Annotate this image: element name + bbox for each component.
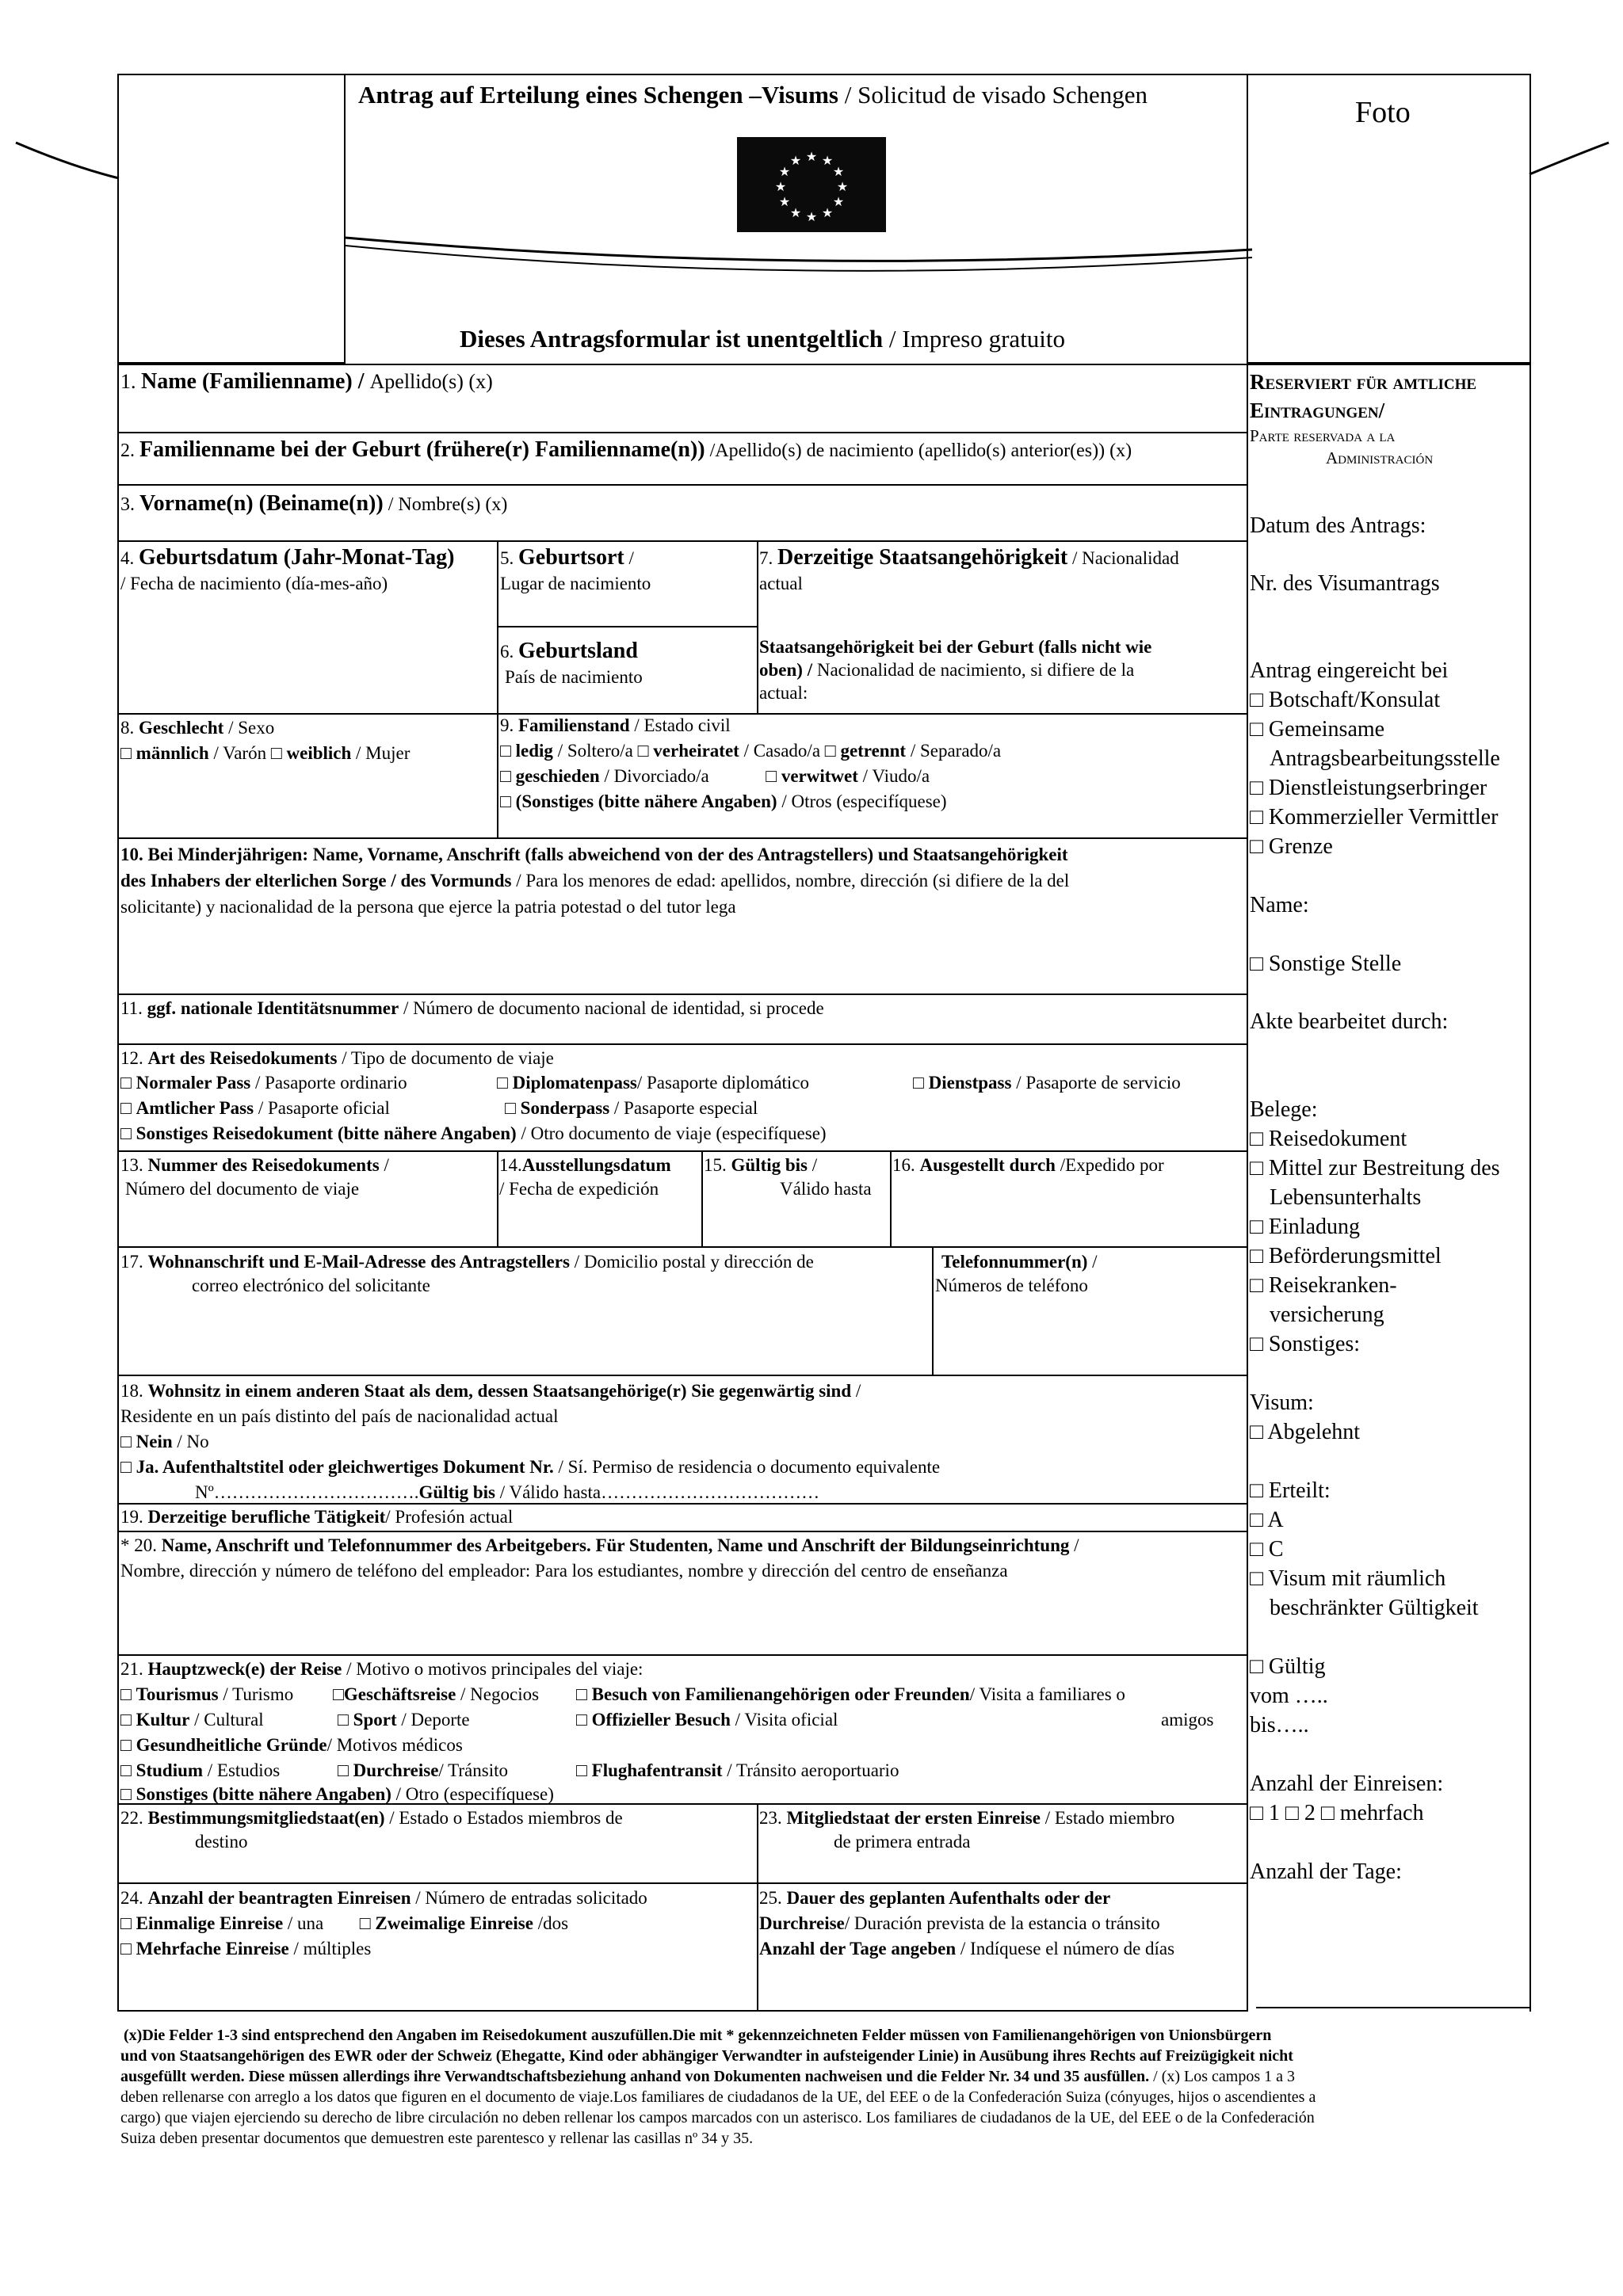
- photo-label: Foto: [1355, 96, 1411, 129]
- svg-text:★: ★: [821, 153, 834, 168]
- single-entry-checkbox[interactable]: □: [120, 1913, 132, 1933]
- male-checkbox[interactable]: □: [120, 743, 132, 763]
- official-passport-option[interactable]: □ Amtlicher Pass / Pasaporte oficial: [120, 1098, 390, 1118]
- study-option[interactable]: □ Studium / Estudios: [120, 1760, 281, 1780]
- field-7-label: 7. Derzeitige Staatsangehörigkeit / Nacionalidad actual: [759, 545, 1179, 594]
- rule: [117, 1882, 1248, 1884]
- field-9-label: 9. Familienstand / Estado civil □ ledig / Soltero/a □ verheiratet / Casado/a □ getrennt / Separado/a □ geschieden / Divorciado/a □ verwitwet / Viudo/a □ (Sonstiges (bitte nähere Angaben) / Otros (especifíquese): [500, 715, 1002, 811]
- field-19-label: 19. Derzeitige berufliche Tätigkeit/ Profesión actual: [120, 1507, 514, 1527]
- submitted-at-label: Antrag eingereicht bei: [1250, 658, 1449, 683]
- service-passport-option[interactable]: □ Dienstpass / Pasaporte de servicio: [913, 1073, 1181, 1093]
- field-12-label: 12. Art des Reisedokuments / Tipo de documento de viaje: [120, 1048, 554, 1068]
- svg-text:★: ★: [832, 194, 845, 209]
- reserved-name-label: Name:: [1250, 893, 1309, 917]
- rule: [117, 432, 1248, 433]
- field-10-label: 10. Bei Minderjährigen: Name, Vorname, Anschrift (falls abweichend von der des Antragstellers) und Staatsangehörigkeit des Inhabers der elterlichen Sorge / des Vormunds / Para los menores de edad: apellidos, nombre, dirección (si difiere de la del solicitante) y nacionalidad de la persona que ejerce la patria potestad o del tutor lega: [120, 845, 1070, 917]
- airport-transit-option[interactable]: □ Flughafentransit / Tránsito aeroportuario: [576, 1760, 899, 1780]
- supporting-docs-label: Belege:: [1250, 1097, 1318, 1122]
- rule: [117, 837, 1248, 839]
- residence-yes-checkbox[interactable]: □: [120, 1457, 132, 1477]
- reserved-column: Reserviert für amtliche Eintragungen/ Parte reservada a la Administración: [1250, 370, 1477, 467]
- field-17-label: 17. Wohnanschrift und E-Mail-Adresse des Antragstellers / Domicilio postal y dirección de correo electrónico del solicitante: [120, 1252, 814, 1295]
- phone-label: Telefonnummer(n) / Números de teléfono: [935, 1252, 1098, 1295]
- double-entry-checkbox[interactable]: □: [359, 1913, 371, 1933]
- married-checkbox[interactable]: □: [637, 741, 649, 761]
- tourism-option[interactable]: □ Tourismus / Turismo: [120, 1684, 294, 1704]
- rule: [890, 1150, 892, 1246]
- rule: [117, 1150, 1248, 1152]
- form-title: Antrag auf Erteilung eines Schengen –Visums / Solicitud de visado Schengen: [358, 81, 1148, 109]
- svg-text:★: ★: [778, 194, 791, 209]
- transport-option[interactable]: □ Beförderungsmittel: [1250, 1244, 1442, 1268]
- field-5-label: 5. Geburtsort / Lugar de nacimiento: [500, 545, 651, 594]
- other-document-option[interactable]: □ Sonstiges Reisedokument (bitte nähere Angaben) / Otro documento de viaje (especifíquese): [120, 1123, 827, 1143]
- rule: [497, 540, 498, 837]
- means-line2: Lebensunterhalts: [1270, 1185, 1422, 1210]
- svg-text:★: ★: [789, 153, 802, 168]
- transit-option[interactable]: □ Durchreise/ Tránsito: [338, 1760, 508, 1780]
- reserved-bottom-line: [1256, 2007, 1529, 2008]
- field-23-label: 23. Mitgliedstaat der ersten Einreise / Estado miembro de primera entrada: [759, 1808, 1175, 1852]
- other-status-checkbox[interactable]: □: [500, 791, 511, 811]
- eu-flag-icon: [737, 137, 886, 232]
- field-14-label: 14.Ausstellungsdatum / Fecha de expedición: [499, 1155, 671, 1199]
- visa-c-option[interactable]: □ C: [1250, 1537, 1284, 1562]
- common-centre-line2: Antragsbearbeitungsstelle: [1270, 746, 1500, 771]
- rule: [117, 1654, 1248, 1656]
- field-2-label: 2. Familienname bei der Geburt (frühere(r) Familienname(n)) /Apellido(s) de nacimiento (apellido(s) anterior(es)) (x): [120, 437, 1132, 462]
- rule: [497, 626, 757, 627]
- field-3-label: 3. Vorname(n) (Beiname(n)) / Nombre(s) (x): [120, 491, 508, 516]
- rule: [701, 1150, 703, 1246]
- residence-no-checkbox[interactable]: □: [120, 1432, 132, 1451]
- service-provider-option[interactable]: □ Dienstleistungserbringer: [1250, 776, 1487, 800]
- sport-option[interactable]: □ Sport / Deporte: [338, 1710, 470, 1730]
- valid-from-label: vom …..: [1250, 1684, 1328, 1708]
- field-11-label: 11. ggf. nationale Identitätsnummer / Número de documento nacional de identidad, si procede: [120, 998, 824, 1018]
- commercial-intermediary-option[interactable]: □ Kommerzieller Vermittler: [1250, 805, 1499, 830]
- svg-text:★: ★: [836, 179, 849, 194]
- svg-text:★: ★: [821, 205, 834, 220]
- medical-option[interactable]: □ Gesundheitliche Gründe/ Motivos médicos: [120, 1735, 463, 1755]
- svg-text:★: ★: [789, 205, 802, 220]
- separated-checkbox[interactable]: □: [824, 741, 836, 761]
- insurance-line2: versicherung: [1270, 1302, 1384, 1327]
- special-passport-option[interactable]: □ Sonderpass / Pasaporte especial: [505, 1098, 758, 1118]
- field-15-label: 15. Gültig bis / Válido hasta: [704, 1155, 872, 1199]
- header-top-line: [117, 74, 1248, 75]
- ltv-option[interactable]: □ Visum mit räumlich: [1250, 1566, 1446, 1591]
- family-visit-option[interactable]: □ Besuch von Familienangehörigen oder Freunden/ Visita a familiares o: [576, 1684, 1125, 1704]
- amigos-text: amigos: [1161, 1710, 1214, 1730]
- business-option[interactable]: □Geschäftsreise / Negocios: [333, 1684, 540, 1704]
- field-6-label: 6. Geburtsland País de nacimiento: [500, 639, 643, 688]
- rule: [117, 1375, 1248, 1376]
- field-24-label: 24. Anzahl der beantragten Einreisen / Número de entradas solicitado □ Einmalige Einreise / una □ Zweimalige Einreise /dos □ Mehrfache Einreise / múltiples: [120, 1888, 647, 1958]
- widowed-checkbox[interactable]: □: [766, 766, 777, 786]
- field-21-label: 21. Hauptzweck(e) der Reise / Motivo o motivos principales del viaje:: [120, 1659, 643, 1679]
- ltv-line2: beschränkter Gültigkeit: [1270, 1596, 1479, 1620]
- rule: [932, 1246, 934, 1375]
- entries-count-label: Anzahl der Einreisen:: [1250, 1772, 1444, 1796]
- processed-by-label: Akte bearbeitet durch:: [1250, 1009, 1449, 1034]
- field-1-input[interactable]: [120, 396, 1246, 429]
- field-4-label: 4. Geburtsdatum (Jahr-Monat-Tag) / Fecha de nacimiento (día-mes-año): [120, 545, 455, 594]
- valid-option[interactable]: □ Gültig: [1250, 1654, 1326, 1679]
- free-form-notice: Dieses Antragsformular ist unentgeltlich / Impreso gratuito: [460, 325, 1066, 353]
- application-number-label: Nr. des Visumantrags: [1250, 571, 1440, 596]
- rule: [757, 540, 758, 713]
- svg-text:★: ★: [832, 164, 845, 179]
- single-checkbox[interactable]: □: [500, 741, 511, 761]
- rule: [117, 1531, 1248, 1532]
- visa-a-option[interactable]: □ A: [1250, 1508, 1284, 1532]
- field-8-label: 8. Geschlecht / Sexo □ männlich / Varón □ weiblich / Mujer: [120, 718, 411, 763]
- rule: [117, 484, 1248, 486]
- diplomatic-passport-option[interactable]: □ Diplomatenpass/ Pasaporte diplomático: [497, 1073, 810, 1093]
- valid-until-label: bis…..: [1250, 1713, 1309, 1737]
- field-20-label: * 20. Name, Anschrift und Telefonnummer des Arbeitgebers. Für Studenten, Name und Anschrift der Bildungseinrichtung / Nombre, dirección y número de teléfono del empleador: Para los estudiantes, nombre y dirección del centro de enseñanza: [120, 1535, 1079, 1581]
- rule: [117, 540, 1248, 542]
- application-date-label: Datum des Antrags:: [1250, 513, 1426, 538]
- rule: [117, 1043, 1248, 1045]
- divorced-checkbox[interactable]: □: [500, 766, 511, 786]
- visa-label: Visum:: [1250, 1390, 1314, 1415]
- refused-option[interactable]: □ Abgelehnt: [1250, 1420, 1361, 1444]
- rule: [497, 1150, 498, 1246]
- multiple-entry-checkbox[interactable]: □: [120, 1939, 132, 1958]
- days-count-label: Anzahl der Tage:: [1250, 1859, 1402, 1884]
- common-centre-option[interactable]: □ Gemeinsame: [1250, 717, 1385, 742]
- border-option[interactable]: □ Grenze: [1250, 834, 1333, 859]
- field-18-label: 18. Wohnsitz in einem anderen Staat als dem, dessen Staatsangehörige(r) Sie gegenwärtig sind / Residente en un país distinto del país de nacionalidad actual □ Nein / No □ Ja. Aufenthaltstitel oder gleichwertiges Dokument Nr. / Sí. Permiso de residencia o documento equivalente Nº…………………………….Gültig bis / Válido hasta………………………………: [120, 1381, 941, 1502]
- footer-notes: (x)Die Felder 1-3 sind entsprechend den Angaben im Reisedokument auszufüllen.Die mit * gekennzeichneten Felder müssen von Familienangehörigen von Unionsbürgern und von Staatsangehörigen des EWR oder der Schweiz (Ehegatte, Kind oder abhängiger Verwandter in aufsteigender Linie) in Ausübung ihres Rechts auf Freizügigkeit nicht ausgefüllt werden. Diese müssen allerdings ihre Verwandtschaftsbeziehung anhand von Dokumenten nachweisen und die Felder Nr. 34 und 35 ausfüllen. / (x) Los campos 1 a 3 deben rellenarse con arreglo a los datos que figuren en el documento de viaje.Los familiares de ciudadanos de la UE, del EEE o de la Confederación Suiza (cónyuges, hijos o ascendientes a cargo) que viajen ejerciendo su derecho de libre circulación no deben rellenar los campos marcados con un asterisco. Los familiares de ciudadanos de la UE, del EEE o de la Confederación Suiza deben presentar documentos que demuestren este parentesco y rellenar las casillas nº 34 y 35.: [120, 2027, 1316, 2147]
- female-checkbox[interactable]: □: [270, 743, 282, 763]
- insurance-option[interactable]: □ Reisekranken-: [1250, 1273, 1397, 1298]
- embassy-option[interactable]: □ Botschaft/Konsulat: [1250, 688, 1441, 712]
- svg-text:★: ★: [778, 164, 791, 179]
- field-25-label: 25. Dauer des geplanten Aufenthalts oder der Durchreise/ Duración prevista de la estancia o tránsito Anzahl der Tage angeben / Indíquese el número de días: [759, 1888, 1175, 1958]
- official-visit-option[interactable]: □ Offizieller Besuch / Visita oficial: [576, 1710, 838, 1730]
- field-22-label: 22. Bestimmungsmitgliedstaat(en) / Estado o Estados miembros de destino: [120, 1808, 623, 1852]
- other-purpose-option[interactable]: □ Sonstiges (bitte nähere Angaben) / Otro (especifíquese): [120, 1784, 554, 1804]
- svg-text:★: ★: [805, 149, 818, 164]
- svg-text:★: ★: [774, 179, 787, 194]
- invitation-option[interactable]: □ Einladung: [1250, 1215, 1361, 1239]
- field-7b-label: Staatsangehörigkeit bei der Geburt (falls nicht wie oben) / Nacionalidad de nacimiento, si difiere de la actual:: [759, 637, 1152, 703]
- entries-count-options[interactable]: □ 1 □ 2 □ mehrfach: [1250, 1801, 1424, 1825]
- other-office-option[interactable]: □ Sonstige Stelle: [1250, 952, 1402, 976]
- rule: [117, 994, 1248, 995]
- rule: [757, 1803, 758, 2012]
- other-docs-option[interactable]: □ Sonstiges:: [1250, 1332, 1361, 1356]
- means-option[interactable]: □ Mittel zur Bestreitung des: [1250, 1156, 1500, 1180]
- field-1-label: 1. Name (Familienname) / Apellido(s) (x): [120, 369, 493, 394]
- culture-option[interactable]: □ Kultur / Cultural: [120, 1710, 264, 1730]
- rule: [117, 1246, 1248, 1248]
- field-13-label: 13. Nummer des Reisedokuments / Número del documento de viaje: [120, 1155, 389, 1199]
- svg-text:★: ★: [805, 209, 818, 224]
- normal-passport-option[interactable]: □ Normaler Pass / Pasaporte ordinario: [120, 1073, 407, 1093]
- issued-option[interactable]: □ Erteilt:: [1250, 1478, 1331, 1503]
- travel-document-option[interactable]: □ Reisedokument: [1250, 1127, 1407, 1151]
- field-16-label: 16. Ausgestellt durch /Expedido por: [892, 1155, 1164, 1175]
